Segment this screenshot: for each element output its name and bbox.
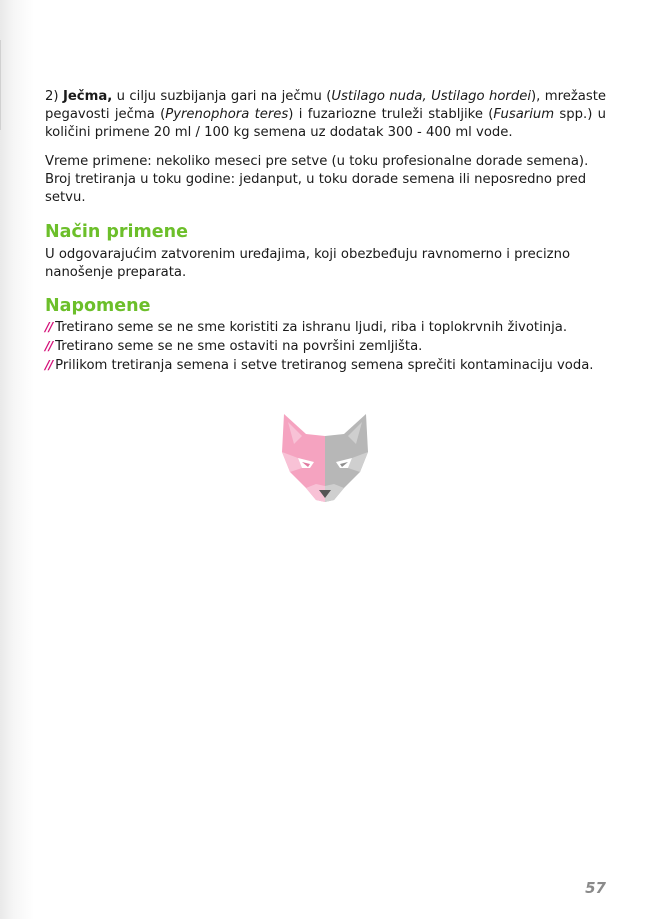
page-content: [45, 88, 606, 375]
method-text: U odgovarajućim zatvorenim uređajima, koji obezbeđuju ravnomerno i precizno nanošenje preparata.: [45, 247, 571, 280]
barley-usage-paragraph: [45, 88, 606, 142]
usage-text: u cilju suzbijanja gari na ječmu (: [112, 89, 332, 104]
usage-text: spp.) u količini primene 20 ml / 100 kg semena uz dodatak 300 - 400 ml vode.: [45, 107, 607, 140]
note-item: [45, 356, 606, 375]
note-text: Prilikom tretiranja semena i setve tretiranog semena sprečiti kontaminaciju voda.: [55, 358, 594, 373]
pathogen-name: Pyrenophora teres: [165, 107, 289, 122]
notes-heading: Napomene: [45, 296, 151, 316]
usage-text: ) i fuzariozne truleži stabljike (: [288, 107, 494, 122]
treatment-count: Broj tretiranja u toku godine: jedanput, u toku dorade semena ili neposredno pred setvu.: [45, 172, 587, 205]
double-slash-icon: //: [45, 319, 53, 334]
method-heading: Način primene: [45, 222, 188, 242]
note-text: Tretirano seme se ne sme ostaviti na površini zemljišta.: [55, 339, 423, 354]
note-text: Tretirano seme se ne sme koristiti za ishranu ljudi, riba i toplokrvnih životinja.: [55, 320, 568, 335]
usage-text: ), mrežaste pegavosti ječma (: [45, 89, 606, 122]
pathogen-name: Ustilago nuda, Ustilago hordei: [331, 89, 531, 104]
note-item: [45, 318, 606, 337]
fox-head-icon: [280, 412, 370, 504]
application-time: Vreme primene: nekoliko meseci pre setve (u toku profesionalne dorade semena).: [45, 154, 589, 169]
item-number: 2): [45, 89, 63, 104]
pathogen-name: Fusarium: [493, 107, 555, 122]
double-slash-icon: //: [45, 338, 53, 353]
note-item: [45, 337, 606, 356]
double-slash-icon: //: [45, 357, 53, 372]
binding-edge: [0, 40, 1, 130]
page-number: 57: [585, 879, 606, 897]
crop-name: Ječma,: [62, 89, 113, 104]
